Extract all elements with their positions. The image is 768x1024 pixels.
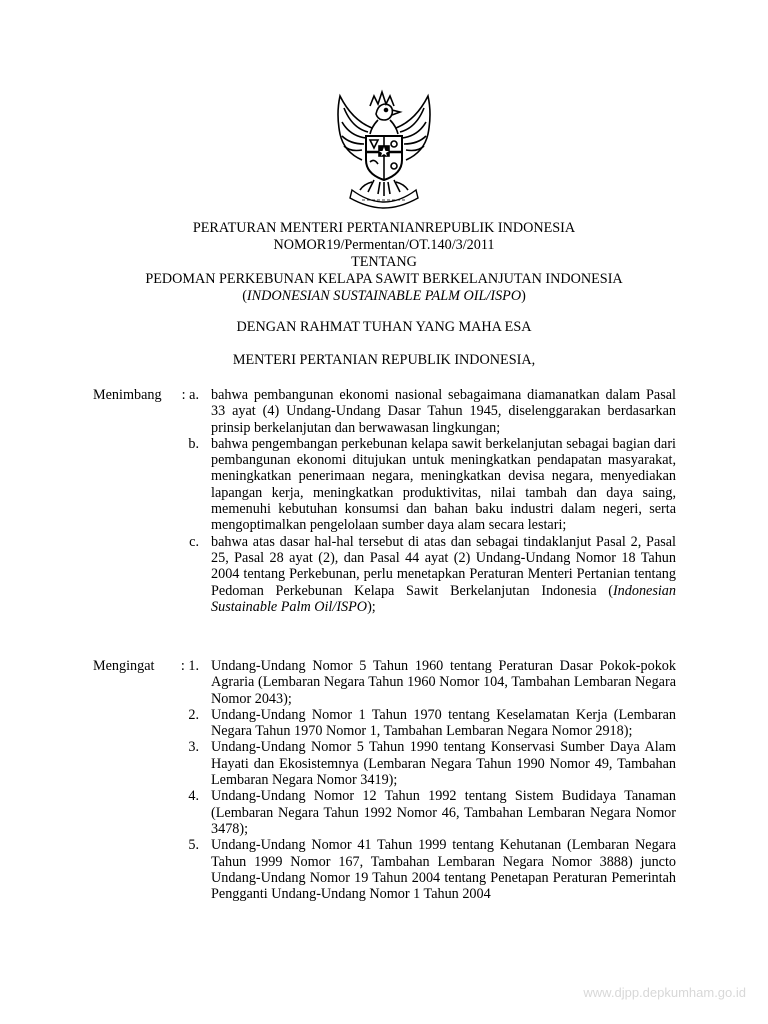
item-text: Undang-Undang Nomor 5 Tahun 1990 tentang Konservasi Sumber Daya Alam Hayati dan Ekosistemnya (Lembaran Negara Tahun 1990 Nomor 49, Tambahan Lembaran Negara Nomor 3419); bbox=[211, 739, 676, 789]
mengingat-section bbox=[93, 658, 676, 902]
menimbang-section bbox=[93, 387, 676, 615]
item-text: bahwa pembangunan ekonomi nasional sebagaimana diamanatkan dalam Pasal 33 ayat (4) Undang-Undang Dasar Tahun 1945, diselenggarakan berdasarkan prinsip berkelanjutan dan berwawasan lingkungan; bbox=[211, 387, 676, 436]
garuda-pancasila-emblem-icon bbox=[322, 84, 446, 210]
regulation-subject: PEDOMAN PERKEBUNAN KELAPA SAWIT BERKELANJUTAN INDONESIA bbox=[145, 271, 623, 287]
section-label: Mengingat bbox=[93, 658, 155, 674]
item-marker: : 1. bbox=[180, 658, 199, 674]
item-text: bahwa pengembangan perkebunan kelapa sawit berkelanjutan sebagai bagian dari pembangunan ekonomi ditujukan untuk meningkatkan pendapatan masyarakat, meningkatkan penerimaan negara, meningkatkan devisa negara, menyediakan lapangan kerja, meningkatkan produktivitas, nilai tambah dan daya saing, memenuhi kebutuhan konsumsi dan bahan baku industri dalam negeri, serta mengoptimalkan pengelolaan sumber daya alam secara lestari; bbox=[211, 435, 676, 534]
section-label: Menimbang bbox=[93, 387, 162, 403]
regulation-title: PERATURAN MENTERI PERTANIANREPUBLIK INDONESIA bbox=[192, 220, 576, 236]
item-text: Undang-Undang Nomor 41 Tahun 1999 tentang Kehutanan (Lembaran Negara Tahun 1999 Nomor 167, Tambahan Lembaran Negara Nomor 3888) juncto Undang-Undang Nomor 19 Tahun 2004 tentang Penetapan Peraturan Pemerintah Pengganti Undang-Undang Nomor 1 Tahun 2004 bbox=[211, 837, 676, 903]
invocation: DENGAN RAHMAT TUHAN YANG MAHA ESA bbox=[236, 319, 532, 335]
item-text: Undang-Undang Nomor 1 Tahun 1970 tentang Keselamatan Kerja (Lembaran Negara Tahun 1970 Nomor 1, Tambahan Lembaran Negara Nomor 2918); bbox=[211, 706, 676, 740]
list-item bbox=[93, 707, 676, 740]
regulation-number: NOMOR19/Permentan/OT.140/3/2011 bbox=[273, 237, 495, 253]
regulation-subject-english: (INDONESIAN SUSTAINABLE PALM OIL/ISPO) bbox=[242, 288, 526, 304]
list-item bbox=[93, 739, 676, 788]
item-marker: 5. bbox=[188, 837, 199, 854]
item-marker: b. bbox=[188, 435, 199, 452]
item-marker: 4. bbox=[188, 788, 199, 805]
item-marker: : a. bbox=[181, 387, 199, 403]
item-text: Undang-Undang Nomor 12 Tahun 1992 tentang Sistem Budidaya Tanaman (Lembaran Negara Tahun 1992 Nomor 46, Tambahan Lembaran Negara Nomor 3478); bbox=[211, 788, 676, 837]
list-item bbox=[93, 436, 676, 534]
item-marker: 3. bbox=[188, 739, 199, 756]
regulation-about: TENTANG bbox=[351, 254, 417, 270]
item-marker: c. bbox=[189, 533, 199, 550]
item-text: Undang-Undang Nomor 5 Tahun 1960 tentang Peraturan Dasar Pokok-pokok Agraria (Lembaran Negara Tahun 1960 Nomor 104, Tambahan Lembaran Negara Nomor 2043); bbox=[211, 658, 676, 707]
list-item bbox=[93, 658, 676, 707]
list-item bbox=[93, 534, 676, 615]
item-marker: 2. bbox=[188, 706, 199, 723]
list-item bbox=[93, 387, 676, 436]
document-header bbox=[0, 220, 768, 305]
list-item bbox=[93, 788, 676, 837]
list-item bbox=[93, 837, 676, 902]
item-text: bahwa atas dasar hal-hal tersebut di atas dan sebagai tindaklanjut Pasal 2, Pasal 25, Pasal 28 ayat (2), dan Pasal 44 ayat (2) Undang-Undang Nomor 18 Tahun 2004 tentang Perkebunan, perlu menetapkan Peraturan Menteri Pertanian tentang Pedoman Perkebunan Kelapa Sawit Berkelanjutan Indonesia (Indonesian Sustainable Palm Oil/ISPO); bbox=[211, 533, 676, 615]
minister-line: MENTERI PERTANIAN REPUBLIK INDONESIA, bbox=[232, 352, 536, 368]
watermark: www.djpp.depkumham.go.id bbox=[583, 985, 746, 1000]
